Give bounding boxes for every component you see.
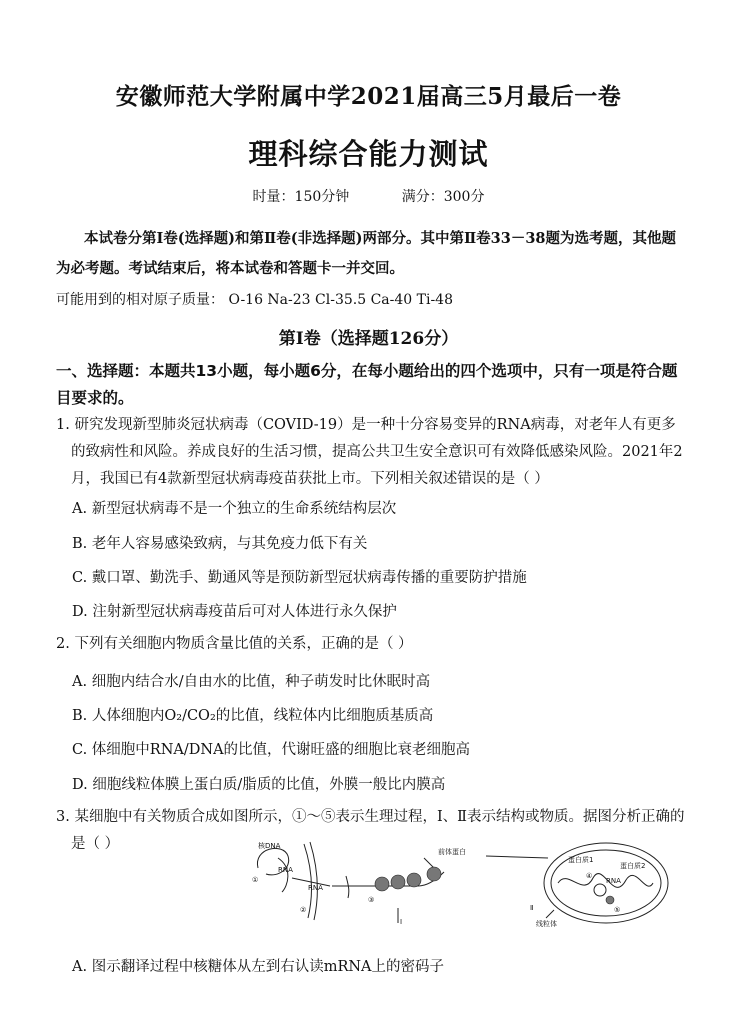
option-a: A. 新型冠状病毒不是一个独立的生命系统结构层次: [72, 501, 397, 517]
label-step1: ①: [252, 876, 259, 884]
label-roman-i: Ⅰ: [400, 918, 403, 926]
option-c: C. 体细胞中RNA/DNA的比值，代谢旺盛的细胞比衰老细胞高: [72, 742, 471, 758]
label-rna-nucleus: RNA: [278, 866, 293, 874]
label-step5: ⑤: [614, 906, 621, 914]
question-stem: 3. 某细胞中有关物质合成如图所示，①～⑤表示生理过程，Ⅰ、Ⅱ表示结构或物质。据图分析正确的是（ ）: [56, 809, 685, 852]
question-2: [56, 631, 686, 658]
label-rna-cyto: RNA: [308, 884, 323, 892]
exam-title: 理科综合能力测试: [248, 137, 489, 171]
label-precursor: 前体蛋白: [438, 848, 466, 856]
label-step3: ③: [368, 896, 375, 904]
question-stem: 2. 下列有关细胞内物质含量比值的关系，正确的是（ ）: [56, 636, 413, 652]
protein-synthesis-diagram: [248, 838, 678, 928]
option-b: B. 老年人容易感染致病，与其免疫力低下有关: [72, 536, 368, 552]
question-1: [56, 412, 686, 493]
time-limit: 时量：150分钟: [252, 189, 350, 205]
option-c: C. 戴口罩、勤洗手、勤通风等是预防新型冠状病毒传播的重要防护措施: [72, 570, 527, 586]
part-title: 第Ⅰ卷（选择题126分）: [278, 329, 459, 349]
option-a: A. 图示翻译过程中核糖体从左到右认读mRNA上的密码子: [72, 959, 445, 975]
ribosome-pointer: [346, 876, 349, 898]
exam-notice: 本试卷分第Ⅰ卷(选择题)和第Ⅱ卷(非选择题)两部分。其中第Ⅱ卷33－38题为选考题，其他题为必考题。考试结束后，将本试卷和答题卡一并交回。: [56, 230, 677, 277]
label-step2: ②: [300, 906, 307, 914]
label-nuclear-dna: 核DNA: [258, 842, 281, 850]
question-stem: 1. 研究发现新型肺炎冠状病毒（COVID-19）是一种十分容易变异的RNA病毒，对老年人有更多的致病性和风险。养成良好的生活习惯，提高公共卫生安全意识可有效降低感染风险。2021年2月，我国已有4款新型冠状病毒疫苗获批上市。下列相关叙述错误的是（ ）: [56, 417, 683, 487]
ribosome: [375, 877, 389, 891]
option-b: B. 人体细胞内O₂/CO₂的比值，线粒体内比细胞质基质高: [72, 708, 434, 724]
mito-ribosome: [606, 896, 614, 904]
mito-dna: [594, 884, 606, 896]
option-a: A. 细胞内结合水/自由水的比值，种子萌发时比休眠时高: [72, 674, 431, 690]
label-protein2: 蛋白质2: [620, 862, 646, 870]
exam-info: [0, 186, 737, 206]
ribosome: [391, 875, 405, 889]
full-score: 满分：300分: [401, 189, 485, 205]
label-mito-rna: RNA: [606, 877, 621, 885]
import-arrow: [486, 856, 548, 858]
option-d: D. 细胞线粒体膜上蛋白质/脂质的比值，外膜一般比内膜高: [72, 777, 446, 793]
label-roman-ii: Ⅱ: [530, 904, 534, 912]
pointer-ii: [546, 910, 554, 918]
school-title: 安徽师范大学附属中学2021届高三5月最后一卷: [115, 83, 622, 110]
label-protein1: 蛋白质1: [568, 856, 594, 864]
atomic-masses: 可能用到的相对原子质量： O-16 Na-23 Cl-35.5 Ca-40 Ti-48: [56, 292, 453, 308]
section-heading: 一、选择题：本题共13小题，每小题6分，在每小题给出的四个选项中，只有一项是符合题目要求的。: [56, 362, 678, 407]
option-d: D. 注射新型冠状病毒疫苗后可对人体进行永久保护: [72, 604, 397, 620]
ribosome: [407, 873, 421, 887]
ribosome: [427, 867, 441, 881]
label-mito: 线粒体: [536, 920, 557, 928]
label-step4: ④: [586, 872, 593, 880]
dna-strand: [278, 858, 288, 892]
